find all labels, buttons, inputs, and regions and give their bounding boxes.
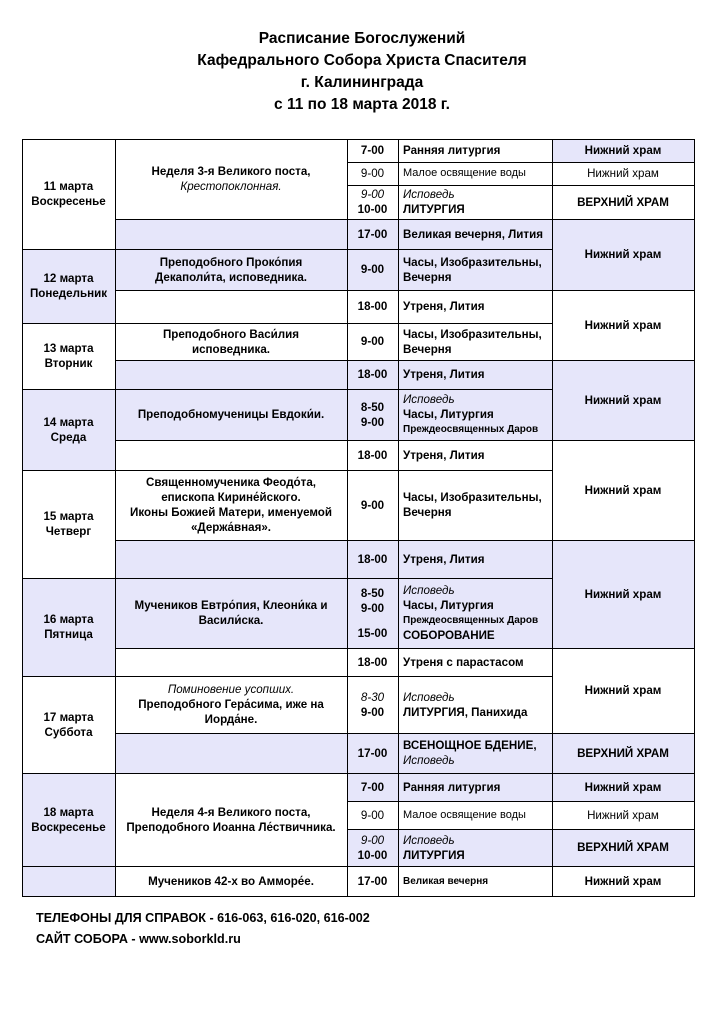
feast-cell — [115, 578, 347, 648]
day-weekday: Среда — [50, 430, 87, 444]
location-cell — [552, 866, 694, 896]
service-time: 8-50 — [360, 400, 385, 414]
service-cell — [398, 578, 552, 648]
feast-cell-blank — [115, 290, 347, 323]
service-location: Нижний храм — [584, 318, 662, 332]
title-line: Кафедрального Собора Христа Спасителя — [197, 52, 527, 69]
time-cell — [347, 829, 398, 866]
location-cell — [552, 829, 694, 866]
time-cell — [347, 139, 398, 162]
feast-line: Иорда́не. — [204, 713, 258, 726]
day-weekday: Суббота — [44, 725, 93, 739]
service-cell — [398, 162, 552, 185]
day-weekday: Вторник — [44, 357, 93, 370]
feast-cell-blank — [115, 733, 347, 773]
location-cell — [552, 185, 694, 219]
feast-cell — [115, 773, 347, 866]
service-name: Утреня, Лития — [403, 368, 485, 381]
feast-line: Преподобномученицы Евдоки́и. — [137, 408, 325, 421]
service-time: 18-00 — [357, 552, 388, 566]
service-name: ЛИТУРГИЯ — [403, 203, 465, 216]
feast-cell — [115, 323, 347, 360]
feast-line: Неделя 3-я Великого поста, — [151, 165, 311, 178]
feast-cell-blank — [115, 648, 347, 676]
service-location: ВЕРХНИЙ ХРАМ — [577, 841, 669, 854]
date-cell — [22, 249, 115, 323]
service-time: 10-00 — [357, 203, 388, 216]
service-name: Малое освящение воды — [403, 167, 526, 179]
feast-cell — [115, 866, 347, 896]
service-cell — [398, 290, 552, 323]
location-cell — [552, 290, 694, 360]
feast-line: Преподобного Васи́лия — [162, 327, 300, 341]
service-location: Нижний храм — [584, 780, 662, 794]
service-time: 9-00 — [360, 415, 385, 429]
date-cell-filler — [22, 866, 115, 896]
service-name: Исповедь — [403, 754, 455, 767]
location-cell — [552, 801, 694, 829]
service-time: 9-00 — [360, 705, 385, 719]
day-date: 14 марта — [43, 415, 94, 429]
service-cell — [398, 360, 552, 389]
date-cell — [22, 578, 115, 676]
service-time: 18-00 — [357, 448, 388, 462]
service-cell — [398, 773, 552, 801]
service-time: 17-00 — [357, 227, 388, 241]
service-name: Преждеосвященных Даров — [403, 615, 539, 626]
time-cell — [347, 773, 398, 801]
service-time: 9-00 — [360, 188, 385, 201]
service-location: Нижний храм — [584, 874, 662, 888]
service-cell — [398, 648, 552, 676]
service-name: Великая вечерня — [403, 875, 489, 887]
date-cell — [22, 323, 115, 389]
service-cell — [398, 676, 552, 733]
service-location: Нижний храм — [584, 393, 662, 407]
day-weekday: Воскресенье — [31, 820, 106, 834]
title-line: Расписание Богослужений — [258, 30, 466, 47]
feast-line: Васили́ска. — [198, 614, 264, 627]
time-cell — [347, 389, 398, 440]
feast-line: Поминовение усопших. — [167, 683, 295, 696]
service-time: 9-00 — [360, 833, 385, 847]
service-cell — [398, 829, 552, 866]
service-name: Исповедь — [403, 188, 455, 201]
time-cell — [347, 360, 398, 389]
time-cell — [347, 185, 398, 219]
date-cell — [22, 389, 115, 470]
service-name: ЛИТУРГИЯ — [403, 848, 465, 862]
day-date: 12 марта — [43, 272, 94, 285]
location-cell — [552, 540, 694, 648]
service-time: 7-00 — [360, 780, 385, 794]
service-name: Исповедь — [403, 833, 455, 847]
feast-line: исповедника. — [191, 342, 271, 356]
feast-line: Неделя 4-я Великого поста, — [151, 805, 311, 819]
location-cell — [552, 773, 694, 801]
time-cell — [347, 578, 398, 648]
date-cell — [22, 676, 115, 773]
service-time: 9-00 — [360, 498, 385, 512]
feast-cell-blank — [115, 440, 347, 470]
service-cell — [398, 866, 552, 896]
day-weekday: Понедельник — [29, 287, 108, 300]
service-cell — [398, 323, 552, 360]
service-name: Утреня, Лития — [403, 300, 485, 313]
service-time: 17-00 — [357, 874, 388, 888]
service-name: Утреня, Лития — [403, 448, 485, 462]
feast-line: епископа Кирине́йского. — [161, 491, 301, 504]
service-name: Вечерня — [403, 270, 452, 284]
feast-line: Мучеников Евтро́пия, Клеони́ка и — [134, 599, 328, 612]
service-name: Часы, Изобразительны, — [403, 491, 542, 504]
day-date: 18 марта — [43, 805, 94, 819]
location-cell — [552, 360, 694, 440]
title-line: г. Калининграда — [300, 74, 424, 91]
service-name: Исповедь — [403, 584, 455, 597]
service-name: Часы, Изобразительны, — [403, 327, 542, 341]
title-line: с 11 по 18 марта 2018 г. — [274, 96, 450, 113]
service-cell — [398, 733, 552, 773]
feast-line: Декаполи́та, исповедника. — [155, 270, 307, 284]
time-cell — [347, 219, 398, 249]
day-date: 11 марта — [43, 180, 94, 193]
feast-line: Священномученика Феодо́та, — [146, 476, 316, 489]
service-name: Утреня с парастасом — [403, 655, 524, 669]
feast-line: Преподобного Проко́пия — [159, 255, 303, 269]
service-name: Часы, Литургия — [403, 408, 494, 421]
service-time: 18-00 — [357, 300, 388, 313]
location-cell — [552, 648, 694, 733]
day-date: 17 марта — [43, 710, 94, 724]
feast-cell — [115, 139, 347, 219]
feast-line: Преподобного Иоанна Ле́ствичника. — [126, 820, 336, 834]
service-time: 9-00 — [360, 335, 385, 348]
day-weekday: Пятница — [44, 628, 93, 641]
service-time: 8-50 — [360, 586, 385, 600]
service-name: СОБОРОВАНИЕ — [403, 629, 495, 642]
service-name: ЛИТУРГИЯ, Панихида — [403, 705, 528, 719]
feast-line: Преподобного Гера́сима, иже на — [138, 698, 324, 711]
service-cell — [398, 540, 552, 578]
service-time: 17-00 — [357, 746, 388, 760]
service-location: ВЕРХНИЙ ХРАМ — [577, 746, 669, 760]
service-time: 9-00 — [360, 808, 385, 822]
service-name: Утреня, Лития — [403, 552, 485, 566]
location-cell — [552, 733, 694, 773]
feast-cell-blank — [115, 219, 347, 249]
service-cell — [398, 801, 552, 829]
service-name: Ранняя литургия — [403, 144, 501, 157]
location-cell — [552, 440, 694, 540]
service-name: ВСЕНОЩНОЕ БДЕНИЕ, — [403, 739, 537, 752]
day-date: 13 марта — [43, 342, 94, 355]
feast-line: Иконы Божией Матери, именуемой — [130, 506, 332, 519]
service-name: Часы, Литургия — [403, 599, 494, 612]
service-name: Великая вечерня, Лития — [403, 227, 543, 241]
day-weekday: Четверг — [45, 525, 92, 538]
service-time: 8-30 — [360, 690, 385, 704]
location-cell — [552, 219, 694, 290]
service-location: Нижний храм — [584, 483, 662, 497]
service-cell — [398, 440, 552, 470]
service-name: Исповедь — [403, 690, 455, 704]
service-location: Нижний храм — [584, 144, 662, 157]
service-location: Нижний храм — [587, 167, 659, 180]
service-name: Вечерня — [403, 506, 452, 519]
service-cell — [398, 249, 552, 290]
service-name: Часы, Изобразительны, — [403, 255, 542, 269]
feast-cell-blank — [115, 360, 347, 389]
time-cell — [347, 290, 398, 323]
time-cell — [347, 648, 398, 676]
service-time: 9-00 — [360, 601, 385, 615]
date-cell — [22, 470, 115, 578]
service-cell — [398, 219, 552, 249]
feast-cell — [115, 676, 347, 733]
service-location: Нижний храм — [584, 684, 662, 697]
service-cell — [398, 389, 552, 440]
service-cell — [398, 470, 552, 540]
time-cell — [347, 162, 398, 185]
footer-site: САЙТ СОБОРА - www.soborkld.ru — [36, 932, 241, 946]
feast-cell-blank — [115, 540, 347, 578]
time-cell — [347, 470, 398, 540]
time-cell — [347, 866, 398, 896]
feast-cell — [115, 389, 347, 440]
feast-line: Мучеников 42-х во Амморе́е. — [148, 874, 314, 888]
time-cell — [347, 440, 398, 470]
service-location: Нижний храм — [584, 587, 662, 601]
time-cell — [347, 249, 398, 290]
service-name: Преждеосвященных Даров — [403, 424, 539, 435]
time-cell — [347, 801, 398, 829]
time-cell — [347, 540, 398, 578]
service-cell — [398, 139, 552, 162]
time-cell — [347, 733, 398, 773]
service-name: Вечерня — [403, 342, 452, 356]
service-location: Нижний храм — [584, 248, 662, 261]
service-time: 18-00 — [357, 368, 388, 381]
service-time: 10-00 — [357, 848, 388, 862]
service-location: Нижний храм — [587, 808, 659, 822]
date-cell — [22, 139, 115, 249]
location-cell — [552, 162, 694, 185]
service-cell — [398, 185, 552, 219]
location-cell — [552, 139, 694, 162]
feast-line: Крестопоклонная. — [180, 180, 282, 193]
day-weekday: Воскресенье — [31, 195, 106, 208]
service-location: ВЕРХНИЙ ХРАМ — [577, 195, 669, 209]
service-name: Малое освящение воды — [403, 808, 526, 821]
feast-cell — [115, 470, 347, 540]
date-cell — [22, 773, 115, 866]
service-name: Ранняя литургия — [403, 780, 501, 794]
time-cell — [347, 676, 398, 733]
time-cell — [347, 323, 398, 360]
service-time: 7-00 — [360, 144, 385, 157]
service-time: 9-00 — [360, 167, 385, 180]
service-name: Исповедь — [403, 393, 455, 406]
feast-line: «Держа́вная». — [190, 521, 272, 534]
footer-phones: ТЕЛЕФОНЫ ДЛЯ СПРАВОК - 616-063, 616-020, 616-002 — [36, 911, 370, 925]
feast-cell — [115, 249, 347, 290]
service-time: 9-00 — [360, 263, 385, 276]
service-time: 18-00 — [357, 655, 388, 669]
day-date: 15 марта — [43, 510, 94, 523]
day-date: 16 марта — [43, 613, 94, 626]
service-time: 15-00 — [357, 626, 388, 640]
